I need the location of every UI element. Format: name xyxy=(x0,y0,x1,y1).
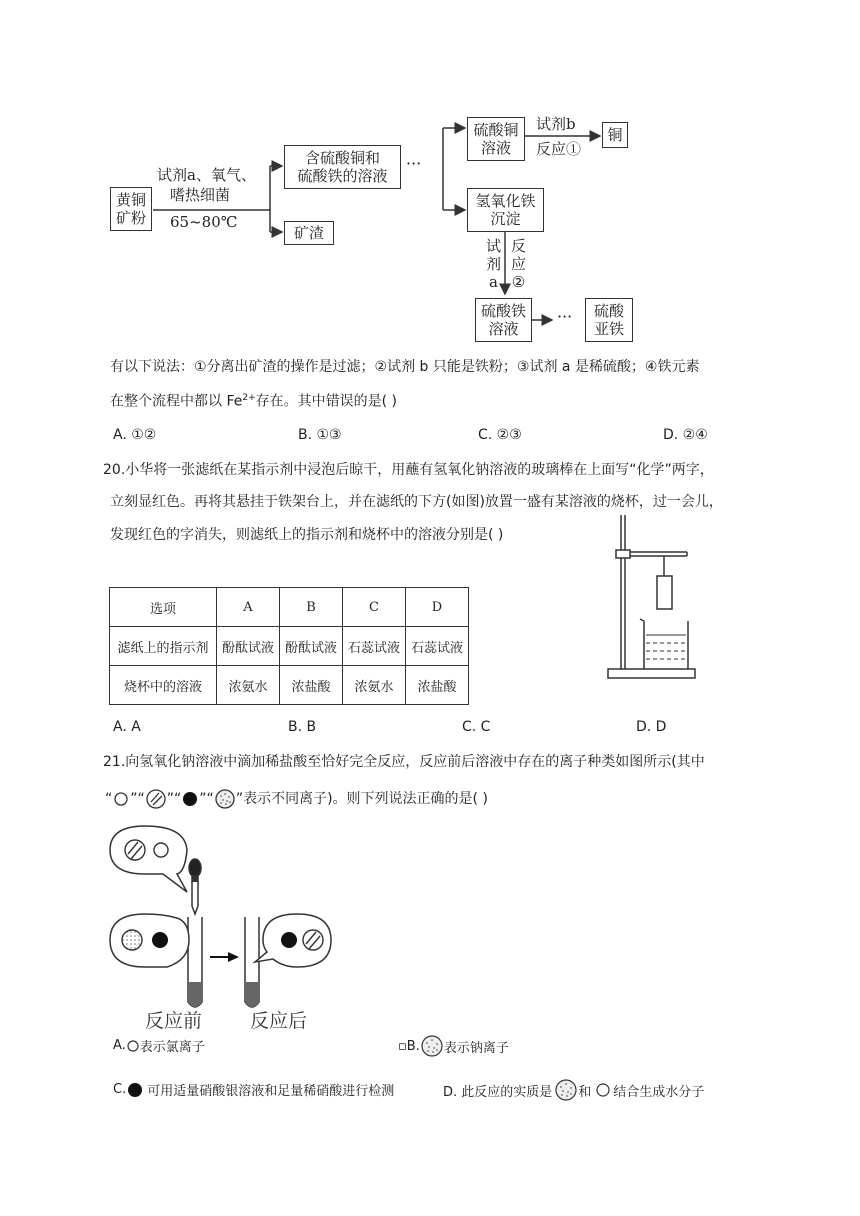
q21-option-d[interactable]: D. 此反应的实质是 和 结合生成水分子 xyxy=(443,1078,704,1102)
q21-line1: 21.向氢氧化钠溶液中滴加稀盐酸至恰好完全反应，反应前后溶液中存在的离子种类如图所示(其中 xyxy=(103,754,705,770)
table-cell: 滤纸上的指示剂 xyxy=(110,627,217,666)
bubble-hcl xyxy=(110,826,187,892)
ion-hollow-icon xyxy=(126,1039,140,1053)
box-copper: 铜 xyxy=(602,122,628,148)
q19-option-c[interactable]: C. ②③ xyxy=(478,427,522,443)
q21-line2: “ ”“ ”“ ”“ ”表示不同离子)。则下列说法正确的是( ) xyxy=(105,788,488,810)
q20-option-b[interactable]: B. B xyxy=(288,719,317,735)
table-cell: 烧杯中的溶液 xyxy=(110,666,217,705)
ion-hollow-icon xyxy=(112,790,130,808)
q20-line3: 发现红色的字消失，则滤纸上的指示剂和烧杯中的溶液分别是( ) xyxy=(110,527,504,543)
table-cell: 酚酞试液 xyxy=(217,627,280,666)
table-cell: 酚酞试液 xyxy=(280,627,343,666)
reaction-illustration xyxy=(105,822,365,1032)
label-before: 反应前 xyxy=(145,1010,203,1032)
box-brass-ore: 黄铜 矿粉 xyxy=(110,187,152,231)
ion-solid-icon xyxy=(181,790,199,808)
q19-option-d[interactable]: D. ②④ xyxy=(663,427,708,443)
ion-dotted-icon xyxy=(552,1078,578,1102)
label-reagent-a-vertical: 试 剂 a xyxy=(486,237,502,291)
table-cell: B xyxy=(280,588,343,627)
dots-1: ··· xyxy=(406,154,422,173)
q19-stem-line2: 在整个流程中都以 $Fe^{2+}$存在。其中错误的是( ) xyxy=(110,393,398,410)
box-ferrous-sulfate: 硫酸 亚铁 xyxy=(585,298,633,342)
q20-line1: 20.小华将一张滤纸在某指示剂中浸泡后晾干，用蘸有氢氧化钠溶液的玻璃棒在上面写“化学”两字， xyxy=(103,462,714,478)
q19-option-b[interactable]: B. ①③ xyxy=(298,427,342,443)
table-cell: 浓盐酸 xyxy=(406,666,469,705)
table-cell: D xyxy=(406,588,469,627)
dots-2: ··· xyxy=(557,307,573,326)
box-ferric-sulfate: 硫酸铁 溶液 xyxy=(475,298,532,342)
table-cell: 浓氨水 xyxy=(343,666,406,705)
table-cell: A xyxy=(217,588,280,627)
ion-dotted-icon xyxy=(214,788,236,810)
q20-option-d[interactable]: D. D xyxy=(636,719,667,735)
q21-option-c[interactable]: C. 可用适量硝酸银溶液和足量稀硝酸进行检测 xyxy=(113,1082,395,1099)
q20-line2: 立刻显红色。再将其悬挂于铁架台上，并在滤纸的下方(如图)放置一盛有某溶液的烧杯，过一会儿， xyxy=(110,494,723,510)
label-after: 反应后 xyxy=(250,1010,308,1032)
label-reaction-2-vertical: 反 应 ② xyxy=(511,237,527,291)
ion-dotted-icon xyxy=(420,1034,444,1058)
box-copper-sulfate: 硫酸铜 溶液 xyxy=(467,117,525,161)
label-temperature: 65~80℃ xyxy=(170,213,238,231)
table-row xyxy=(110,666,469,705)
label-reagent-b: 试剂b xyxy=(536,115,576,133)
box-ferric-hydroxide: 氢氧化铁 沉淀 xyxy=(467,188,544,232)
table-row xyxy=(110,588,469,627)
q20-option-a[interactable]: A. A xyxy=(113,719,141,735)
label-reaction-1: 反应① xyxy=(536,140,582,158)
table-cell: 石蕊试液 xyxy=(343,627,406,666)
flow-arrows xyxy=(0,0,860,345)
table-cell: 石蕊试液 xyxy=(406,627,469,666)
q21-option-a[interactable]: A. 表示氯离子 xyxy=(113,1038,205,1055)
table-cell: C xyxy=(343,588,406,627)
box-solution: 含硫酸铜和 硫酸铁的溶液 xyxy=(284,145,401,189)
q19-option-a[interactable]: A. ①② xyxy=(113,427,157,443)
table-cell: 浓盐酸 xyxy=(280,666,343,705)
ion-hollow-icon xyxy=(591,1081,613,1099)
label-bacteria: 嗜热细菌 xyxy=(170,186,231,204)
label-reagents: 试剂a、氧气、 xyxy=(157,166,256,184)
q19-stem-line1: 有以下说法：①分离出矿渣的操作是过滤；②试剂 b 只能是铁粉；③试剂 a 是稀硫酸；④铁元素 xyxy=(110,359,700,375)
table-row xyxy=(110,627,469,666)
q20-options-table xyxy=(109,587,469,705)
q21-option-b[interactable]: ▫B. 表示钠离子 xyxy=(398,1034,509,1058)
iron-stand-illustration xyxy=(600,513,700,683)
ion-hatched-icon xyxy=(145,788,167,810)
table-cell: 浓氨水 xyxy=(217,666,280,705)
arrow-icon xyxy=(210,952,239,962)
ion-solid-icon xyxy=(126,1081,144,1099)
box-residue: 矿渣 xyxy=(284,221,334,245)
q20-option-c[interactable]: C. C xyxy=(462,719,491,735)
table-cell: 选项 xyxy=(110,588,217,627)
